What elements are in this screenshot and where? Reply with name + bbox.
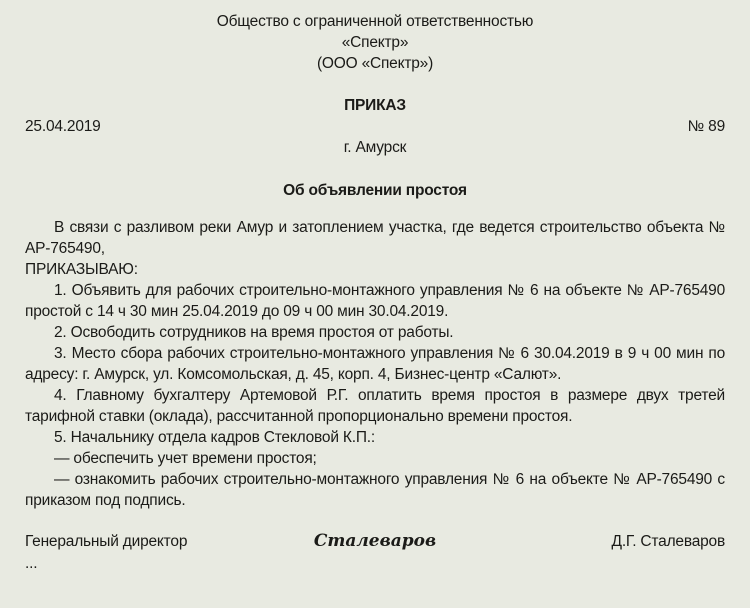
org-name-short: (ООО «Спектр») [316,55,434,72]
order-item-4: 4. Главному бухгалтеру Артемовой Р.Г. оплатить время простоя в размере двух третей тарифной ставки (оклада), рассчитанной пропорционально времени простоя. [25,387,725,425]
org-name-full: Общество с ограниченной ответственностью [216,13,534,30]
date-number-row [25,116,725,137]
signer-name: Д.Г. Сталеваров [611,533,725,550]
order-item-2: 2. Освободить сотрудников на время простоя от работы. [54,324,454,341]
order-item-1: 1. Объявить для рабочих строительно-монтажного управления № 6 на объекте № АР-765490 простой с 14 ч 30 мин 25.04.2019 до 09 ч 00 мин 30.04.2019. [25,282,725,320]
org-name-quoted: «Спектр» [341,34,409,51]
doc-type-title: ПРИКАЗ [344,97,406,114]
order-subitem-account: — обеспечить учет времени простоя; [54,450,317,467]
doc-subject: Об объявлении простоя [283,182,467,199]
order-word: ПРИКАЗЫВАЮ: [25,261,138,278]
doc-date: 25.04.2019 [25,118,101,135]
order-item-3: 3. Место сбора рабочих строительно-монтажного управления № 6 30.04.2019 в 9 ч 00 мин по адресу: г. Амурск, ул. Комсомольская, д. 45, корп. 4, Бизнес-центр «Салют». [25,345,725,383]
doc-place: г. Амурск [343,139,407,156]
preamble-paragraph: В связи с разливом реки Амур и затоплением участка, где ведется строительство объекта № АР-765490, [25,219,725,257]
signature-autograph: Сталеваров [313,531,437,551]
doc-number: № 89 [687,118,725,135]
doc-body [25,217,725,511]
order-item-5: 5. Начальнику отдела кадров Стекловой К.П.: [54,429,375,446]
order-subitem-inform: — ознакомить рабочих строительно-монтажного управления № 6 на объекте № АР-765490 с приказом под подпись. [25,471,725,509]
signer-position: Генеральный директор [25,533,188,550]
signature-row [25,531,725,552]
footer-ellipsis: ... [25,555,38,572]
